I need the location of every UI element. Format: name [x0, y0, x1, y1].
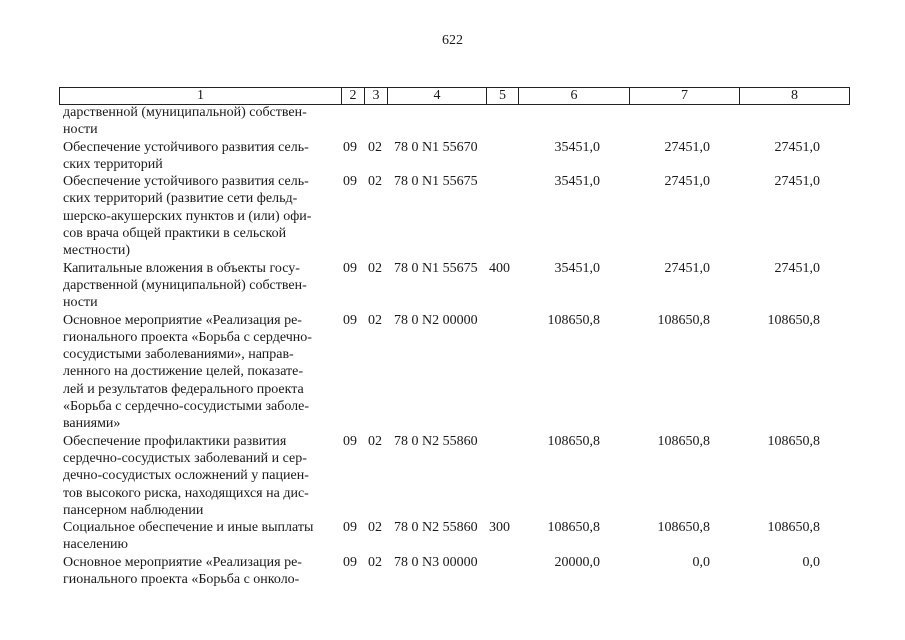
amount-col-8: 27451,0 — [774, 260, 820, 276]
amount-col-8: 0,0 — [802, 554, 820, 570]
table-row — [63, 554, 853, 589]
target-article-code: 78 0 N1 55675 — [394, 174, 478, 190]
table-row — [63, 260, 853, 312]
section-code: 09 — [343, 260, 357, 276]
description-line: Основное мероприятие «Реализация ре- — [63, 554, 302, 570]
table-row — [63, 312, 853, 433]
header-col-3: 3 — [365, 88, 388, 105]
header-col-2: 2 — [342, 88, 365, 105]
subsection-code: 02 — [368, 433, 382, 449]
amount-col-7: 108650,8 — [657, 433, 710, 449]
description-line: дечно-сосудистых осложнений у пациен- — [63, 468, 309, 484]
description-line: лей и результатов федерального проекта — [63, 381, 304, 397]
amount-col-6: 108650,8 — [547, 312, 600, 328]
table-row — [63, 519, 853, 554]
subsection-code: 02 — [368, 174, 382, 190]
table-row — [63, 139, 853, 174]
table-header — [59, 87, 850, 105]
description-line: ваниями» — [63, 416, 121, 432]
description-line: ленного на достижение целей, показате- — [63, 364, 304, 380]
amount-col-7: 27451,0 — [664, 139, 710, 155]
row-description — [63, 260, 336, 312]
target-article-code: 78 0 N2 55860 — [394, 520, 478, 536]
section-code: 09 — [343, 554, 357, 570]
header-col-5: 5 — [487, 88, 519, 105]
amount-col-8: 108650,8 — [767, 312, 820, 328]
amount-col-8: 27451,0 — [774, 174, 820, 190]
description-line: Социальное обеспечение и иные выплаты — [63, 520, 314, 536]
target-article-code: 78 0 N2 55860 — [394, 433, 478, 449]
description-line: «Борьба с сердечно-сосудистыми заболе- — [63, 399, 310, 415]
row-description — [63, 173, 336, 259]
amount-col-8: 108650,8 — [767, 433, 820, 449]
expense-type-code: 300 — [489, 520, 510, 536]
description-line: Основное мероприятие «Реализация ре- — [63, 312, 302, 328]
description-line: гионального проекта «Борьба с сердечно- — [63, 329, 312, 345]
subsection-code: 02 — [368, 520, 382, 536]
description-line: ности — [63, 122, 98, 138]
table-body — [63, 104, 853, 588]
description-line: населению — [63, 537, 128, 553]
amount-col-6: 20000,0 — [554, 554, 600, 570]
subsection-code: 02 — [368, 139, 382, 155]
description-line: дарственной (муниципальной) собствен- — [63, 105, 307, 120]
section-code: 09 — [343, 312, 357, 328]
subsection-code: 02 — [368, 260, 382, 276]
row-description — [63, 312, 336, 433]
row-description — [63, 104, 336, 139]
description-line: гионального проекта «Борьба с онколо- — [63, 572, 300, 588]
amount-col-6: 108650,8 — [547, 433, 600, 449]
subsection-code: 02 — [368, 554, 382, 570]
description-line: тов высокого риска, находящихся на дис- — [63, 485, 309, 501]
description-line: Обеспечение устойчивого развития сель- — [63, 139, 309, 155]
description-line: ских территорий (развитие сети фельд- — [63, 191, 298, 207]
amount-col-6: 35451,0 — [554, 139, 600, 155]
table-row — [63, 173, 853, 259]
description-line: ности — [63, 295, 98, 311]
row-description — [63, 554, 336, 589]
target-article-code: 78 0 N2 00000 — [394, 312, 478, 328]
description-line: ских территорий — [63, 156, 163, 172]
subsection-code: 02 — [368, 312, 382, 328]
header-col-4: 4 — [388, 88, 487, 105]
amount-col-7: 108650,8 — [657, 520, 710, 536]
description-line: пансерном наблюдении — [63, 502, 204, 518]
expense-type-code: 400 — [489, 260, 510, 276]
section-code: 09 — [343, 174, 357, 190]
header-col-7: 7 — [630, 88, 740, 105]
description-line: сосудистыми заболеваниями», направ- — [63, 347, 294, 363]
section-code: 09 — [343, 433, 357, 449]
page-number: 622 — [442, 33, 463, 48]
row-description — [63, 139, 336, 174]
description-line: Капитальные вложения в объекты госу- — [63, 260, 300, 276]
description-line: шерско-акушерских пунктов и (или) офи- — [63, 208, 312, 224]
section-code: 09 — [343, 139, 357, 155]
description-line: сердечно-сосудистых заболеваний и сер- — [63, 450, 307, 466]
amount-col-7: 27451,0 — [664, 174, 710, 190]
amount-col-7: 27451,0 — [664, 260, 710, 276]
table-row — [63, 104, 853, 139]
amount-col-6: 108650,8 — [547, 520, 600, 536]
target-article-code: 78 0 N1 55675 — [394, 260, 478, 276]
row-description — [63, 519, 336, 554]
description-line: местности) — [63, 243, 131, 259]
header-col-6: 6 — [519, 88, 630, 105]
row-description — [63, 433, 336, 519]
description-line: дарственной (муниципальной) собствен- — [63, 277, 307, 293]
description-line: сов врача общей практики в сельской — [63, 226, 287, 242]
target-article-code: 78 0 N3 00000 — [394, 554, 478, 570]
table-row — [63, 433, 853, 519]
amount-col-7: 0,0 — [692, 554, 710, 570]
header-col-1: 1 — [60, 88, 342, 105]
section-code: 09 — [343, 520, 357, 536]
header-col-8: 8 — [740, 88, 850, 105]
amount-col-6: 35451,0 — [554, 260, 600, 276]
description-line: Обеспечение устойчивого развития сель- — [63, 174, 309, 190]
amount-col-7: 108650,8 — [657, 312, 710, 328]
target-article-code: 78 0 N1 55670 — [394, 139, 478, 155]
amount-col-8: 108650,8 — [767, 520, 820, 536]
amount-col-8: 27451,0 — [774, 139, 820, 155]
description-line: Обеспечение профилактики развития — [63, 433, 287, 449]
amount-col-6: 35451,0 — [554, 174, 600, 190]
